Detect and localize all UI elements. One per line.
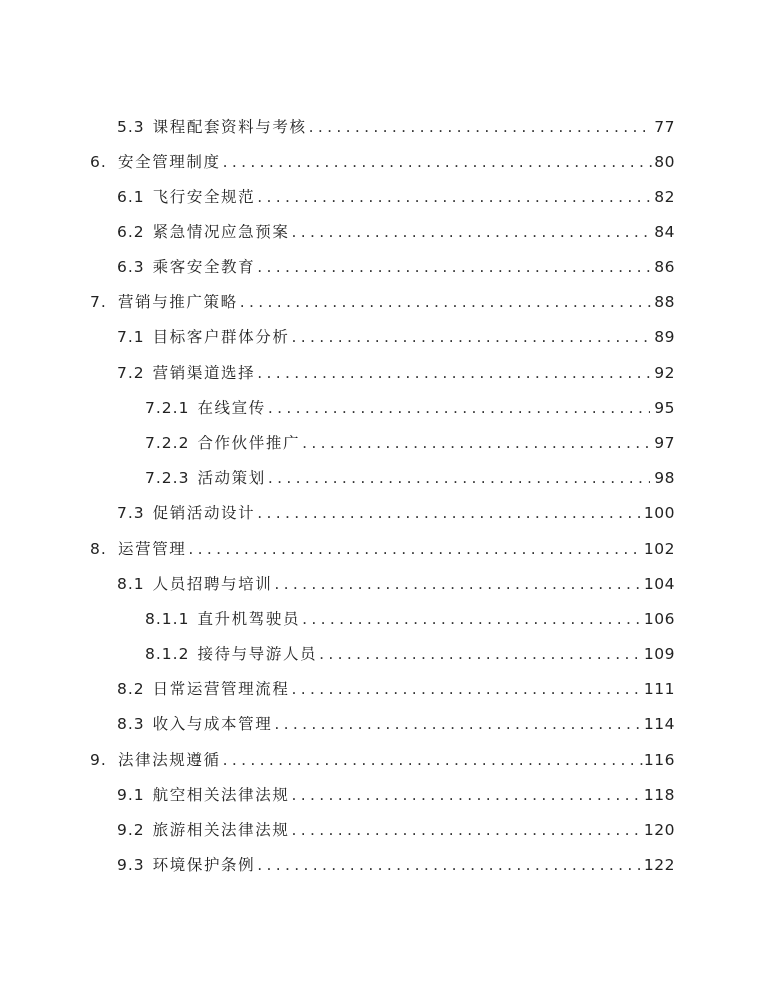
toc-entry-page: 89 [654,328,675,346]
toc-entry-title: 合作伙伴推广 [197,434,301,452]
toc-entry-title: 目标客户群体分析 [152,328,290,346]
toc-entry-number: 7.2.3 [145,469,190,487]
toc-entry-number: 7.2.1 [145,399,190,417]
toc-entry-number: 6.1 [117,188,145,206]
toc-entry-title: 环境保护条例 [152,856,256,874]
toc-entry-8[interactable] [90,535,675,559]
toc-entry-page: 120 [643,821,675,839]
toc-entry-8-1[interactable] [117,570,675,594]
toc-entry-title: 运营管理 [118,540,187,558]
dot-leader [257,503,640,523]
toc-entry-number: 9.3 [117,856,145,874]
dot-leader [291,820,639,840]
toc-entry-page: 122 [643,856,675,874]
dot-leader [291,785,639,805]
toc-entry-page: 106 [643,610,675,628]
toc-entry-8-1-1[interactable] [145,605,675,629]
toc-entry-title: 活动策划 [197,469,266,487]
toc-entry-6[interactable] [90,148,675,172]
dot-leader [257,257,650,277]
toc-entry-7-2-2[interactable] [145,429,675,453]
toc-entry-page: 80 [654,153,675,171]
toc-entry-page: 114 [643,715,675,733]
toc-entry-title: 在线宣传 [197,399,266,417]
toc-entry-7-2-1[interactable] [145,394,675,418]
toc-entry-title: 课程配套资料与考核 [152,118,307,136]
dot-leader [188,539,640,559]
dot-leader [302,433,650,453]
dot-leader [302,609,640,629]
toc-entry-title: 营销与推广策略 [118,293,238,311]
toc-entry-number: 8.2 [117,680,145,698]
toc-entry-title: 日常运营管理流程 [152,680,290,698]
toc-entry-number: 6.2 [117,223,145,241]
toc-entry-title: 法律法规遵循 [118,751,221,769]
toc-entry-page: 98 [654,469,675,487]
toc-entry-7[interactable] [90,288,675,312]
toc-entry-9-3[interactable] [117,851,675,875]
toc-entry-page: 102 [643,540,675,558]
toc-entry-title: 旅游相关法律法规 [152,821,290,839]
toc-entry-9-2[interactable] [117,816,675,840]
dot-leader [240,292,655,312]
toc-entry-8-3[interactable] [117,710,675,734]
toc-entry-7-3[interactable] [117,499,675,523]
toc-entry-number: 8. [90,540,107,558]
toc-entry-number: 7. [90,293,107,311]
toc-entry-title: 紧急情况应急预案 [152,223,290,241]
toc-entry-page: 118 [643,786,675,804]
toc-entry-number: 6. [90,153,107,171]
dot-leader [274,714,640,734]
toc-entry-5-3[interactable] [117,113,675,137]
toc-entry-title: 营销渠道选择 [152,364,256,382]
dot-leader [268,398,650,418]
toc-entry-6-2[interactable] [117,218,675,242]
toc-entry-number: 5.3 [117,118,145,136]
toc-entry-page: 97 [654,434,675,452]
dot-leader [274,574,640,594]
dot-leader [319,644,640,664]
toc-entry-8-1-2[interactable] [145,640,675,664]
toc-entry-title: 促销活动设计 [152,504,256,522]
toc-entry-title: 人员招聘与培训 [152,575,273,593]
toc-entry-title: 飞行安全规范 [152,188,256,206]
toc-entry-8-2[interactable] [117,675,675,699]
toc-entry-9[interactable] [90,746,675,770]
toc-entry-page: 104 [643,575,675,593]
toc-entry-number: 7.2.2 [145,434,190,452]
toc-entry-title: 收入与成本管理 [152,715,273,733]
toc-entry-number: 9.2 [117,821,145,839]
dot-leader [257,363,650,383]
toc-entry-number: 9.1 [117,786,145,804]
toc-entry-page: 100 [643,504,675,522]
dot-leader [309,117,651,137]
toc-entry-number: 8.1.1 [145,610,190,628]
dot-leader [291,679,639,699]
toc-entry-7-2-3[interactable] [145,464,675,488]
toc-entry-number: 6.3 [117,258,145,276]
toc-entry-page: 84 [654,223,675,241]
toc-entry-title: 接待与导游人员 [197,645,318,663]
toc-entry-title: 乘客安全教育 [152,258,256,276]
toc-entry-page: 88 [654,293,675,311]
dot-leader [268,468,650,488]
toc-entry-6-1[interactable] [117,183,675,207]
toc-entry-page: 82 [654,188,675,206]
toc-entry-7-1[interactable] [117,323,675,347]
toc-entry-9-1[interactable] [117,781,675,805]
toc-entry-7-2[interactable] [117,359,675,383]
toc-entry-page: 86 [654,258,675,276]
toc-entry-title: 航空相关法律法规 [152,786,290,804]
toc-entry-number: 7.2 [117,364,145,382]
dot-leader [291,222,650,242]
toc-entry-number: 8.3 [117,715,145,733]
toc-entry-number: 8.1.2 [145,645,190,663]
toc-entry-number: 7.1 [117,328,145,346]
toc-entry-page: 116 [643,751,675,769]
dot-leader [223,750,644,770]
toc-entry-number: 7.3 [117,504,145,522]
dot-leader [257,187,650,207]
dot-leader [223,152,655,172]
dot-leader [291,327,650,347]
toc-entry-6-3[interactable] [117,253,675,277]
toc-entry-page: 92 [654,364,675,382]
dot-leader [257,855,640,875]
toc-entry-page: 111 [643,680,675,698]
toc-entry-page: 109 [643,645,675,663]
toc-entry-page: 77 [654,118,675,136]
toc-entry-page: 95 [654,399,675,417]
toc-entry-number: 8.1 [117,575,145,593]
toc-entry-title: 直升机驾驶员 [197,610,301,628]
toc-entry-title: 安全管理制度 [118,153,221,171]
toc-entry-number: 9. [90,751,107,769]
